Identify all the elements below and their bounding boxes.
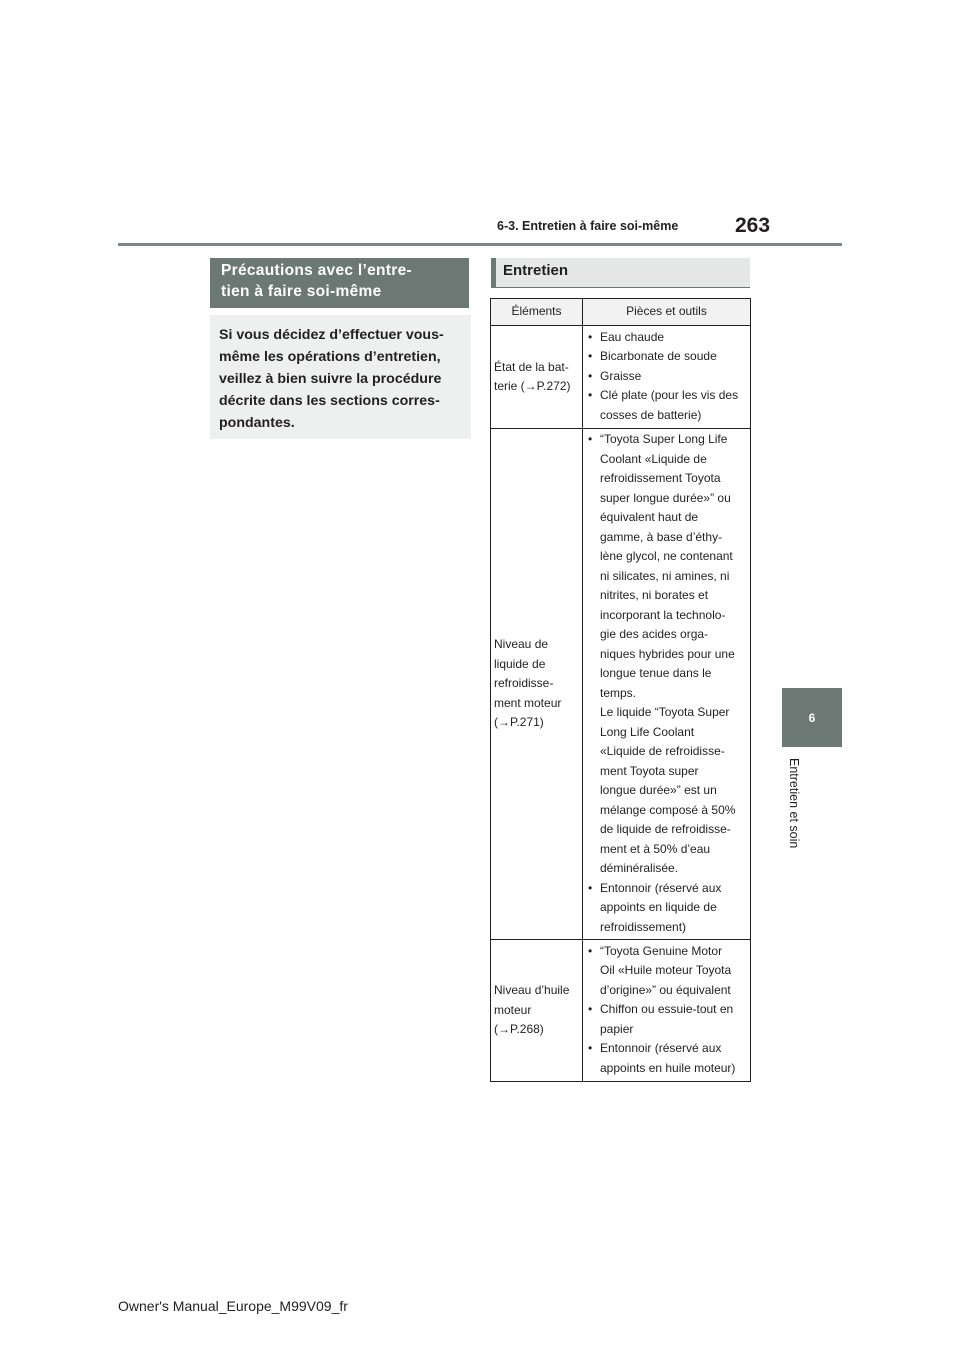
list-item bbox=[585, 942, 748, 1001]
parts-text: • Entonnoir (réservé aux bbox=[600, 880, 722, 895]
precautions-heading-line: tien à faire soi-même bbox=[221, 283, 382, 300]
parts-text: • Chiffon ou essuie-tout en bbox=[600, 1002, 734, 1017]
item-text: Niveau d’huile bbox=[494, 983, 570, 998]
parts-text: • “Toyota Genuine Motor bbox=[600, 943, 723, 958]
list-item bbox=[585, 879, 748, 938]
item-cell bbox=[491, 429, 583, 940]
parts-text: super longue durée»” ou bbox=[600, 490, 731, 505]
list-item bbox=[585, 430, 748, 879]
column-header-items: Éléments bbox=[491, 299, 583, 326]
header-rule bbox=[118, 243, 842, 246]
parts-text: Le liquide “Toyota Super bbox=[600, 705, 730, 719]
parts-text: refroidissement) bbox=[600, 919, 687, 934]
parts-cell bbox=[583, 429, 751, 940]
precautions-line: même les opérations d’entretien, bbox=[219, 349, 441, 365]
parts-cell bbox=[583, 940, 751, 1082]
parts-text: • Eau chaude bbox=[600, 329, 665, 344]
parts-text: longue tenue dans le bbox=[600, 666, 712, 680]
parts-text: gamme, à base d’éthy- bbox=[600, 529, 723, 544]
table-row bbox=[491, 429, 751, 940]
parts-text: • Graisse bbox=[600, 368, 642, 383]
parts-text: déminéralisée. bbox=[600, 861, 679, 875]
parts-text: ment et à 50% d’eau bbox=[600, 841, 711, 856]
parts-text: ni silicates, ni amines, ni bbox=[600, 568, 730, 583]
precautions-line: pondantes. bbox=[219, 415, 295, 431]
chapter-number: 6 bbox=[808, 710, 816, 725]
parts-text: Oil «Huile moteur Toyota bbox=[600, 963, 732, 978]
parts-text: niques hybrides pour une bbox=[600, 646, 735, 661]
page-number: 263 bbox=[735, 214, 771, 237]
precautions-line: décrite dans les sections corres- bbox=[219, 393, 440, 409]
chapter-tab bbox=[782, 688, 842, 747]
parts-text: appoints en huile moteur) bbox=[600, 1060, 736, 1075]
item-text: moteur bbox=[494, 1002, 532, 1017]
table-row bbox=[491, 940, 751, 1082]
parts-text: refroidissement Toyota bbox=[600, 471, 721, 485]
parts-list bbox=[585, 430, 748, 937]
list-item bbox=[585, 347, 748, 367]
item-text: refroidisse- bbox=[494, 676, 554, 691]
parts-cell bbox=[583, 326, 751, 429]
section-title: 6-3. Entretien à faire soi-même bbox=[497, 219, 679, 233]
parts-text: Long Life Coolant bbox=[600, 724, 695, 739]
parts-text: ment Toyota super bbox=[600, 763, 699, 778]
parts-text: incorporant la technolo- bbox=[600, 607, 726, 622]
precautions-heading-line: Précautions avec l’entre- bbox=[221, 262, 412, 279]
parts-text: longue durée»” est un bbox=[600, 783, 717, 797]
item-text: (→P.271) bbox=[494, 715, 544, 730]
item-text: Niveau de bbox=[494, 637, 549, 652]
precautions-line: Si vous décidez d’effectuer vous- bbox=[219, 327, 444, 343]
parts-text: «Liquide de refroidisse- bbox=[600, 744, 725, 758]
parts-text: • Bicarbonate de soude bbox=[600, 349, 717, 364]
item-cell bbox=[491, 940, 583, 1082]
table-row bbox=[491, 326, 751, 429]
parts-text: de liquide de refroidisse- bbox=[600, 822, 731, 836]
parts-text: Coolant «Liquide de bbox=[600, 451, 707, 466]
item-text: liquide de bbox=[494, 656, 546, 671]
footer-text: Owner's Manual_Europe_M99V09_fr bbox=[118, 1298, 348, 1314]
column-header-parts: Pièces et outils bbox=[583, 299, 751, 326]
parts-list bbox=[585, 942, 748, 1079]
parts-text: temps. bbox=[600, 685, 637, 700]
parts-text: • “Toyota Super Long Life bbox=[600, 432, 728, 446]
item-cell bbox=[491, 326, 583, 429]
item-text: État de la bat- bbox=[494, 359, 569, 374]
parts-text: • Entonnoir (réservé aux bbox=[600, 1041, 722, 1056]
parts-text: mélange composé à 50% bbox=[600, 802, 736, 817]
parts-text: gie des acides orga- bbox=[600, 627, 709, 641]
list-item bbox=[585, 367, 748, 387]
precautions-body bbox=[210, 315, 471, 439]
parts-text: appoints en liquide de bbox=[600, 900, 717, 914]
parts-text: lène glycol, ne contenant bbox=[600, 549, 733, 563]
list-item bbox=[585, 1000, 748, 1039]
parts-list bbox=[585, 328, 748, 426]
item-text: (→P.268) bbox=[494, 1022, 544, 1037]
parts-text: cosses de batterie) bbox=[600, 407, 702, 422]
precautions-line: veillez à bien suivre la procédure bbox=[219, 371, 442, 387]
heading-rule bbox=[491, 287, 750, 288]
list-item bbox=[585, 386, 748, 425]
item-text: ment moteur bbox=[494, 695, 562, 710]
parts-text: • Clé plate (pour les vis des bbox=[600, 388, 739, 403]
list-item bbox=[585, 328, 748, 348]
item-text: terie (→P.272) bbox=[494, 379, 571, 393]
maintenance-table bbox=[490, 298, 751, 1082]
maintenance-heading: Entretien bbox=[491, 258, 750, 287]
chapter-label: Entretien et soin bbox=[787, 758, 801, 849]
parts-text: papier bbox=[600, 1021, 634, 1036]
list-item bbox=[585, 1039, 748, 1078]
table-header-row bbox=[491, 299, 751, 326]
parts-text: nitrites, ni borates et bbox=[600, 588, 709, 602]
heading-accent-bar bbox=[491, 258, 496, 287]
precautions-heading bbox=[210, 258, 469, 308]
parts-text: équivalent haut de bbox=[600, 510, 699, 524]
parts-text: d’origine»” ou équivalent bbox=[600, 982, 731, 997]
